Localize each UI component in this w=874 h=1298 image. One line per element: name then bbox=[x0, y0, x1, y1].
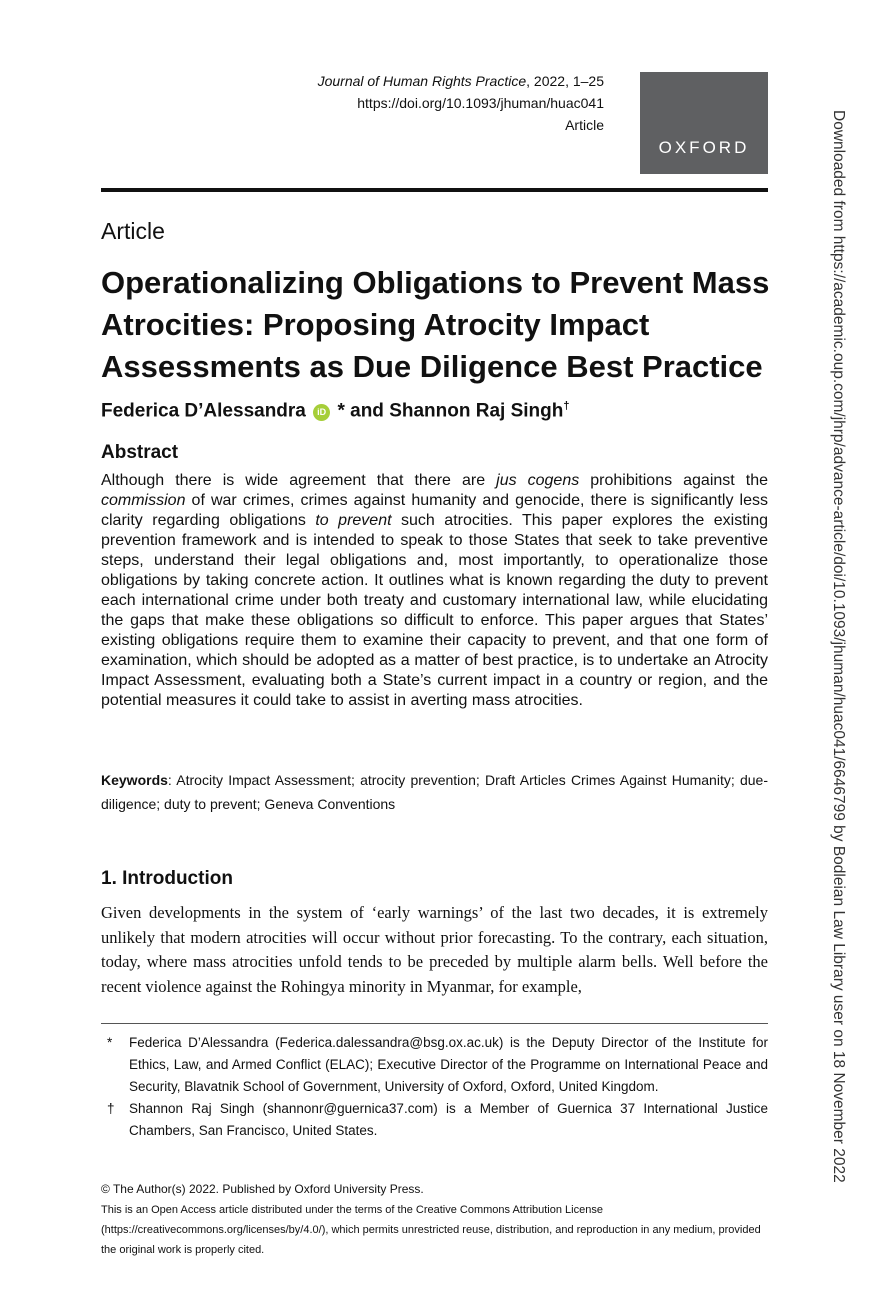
download-watermark bbox=[825, 110, 855, 1220]
footnote-mark: * bbox=[107, 1035, 113, 1050]
orcid-icon[interactable]: iD bbox=[313, 404, 330, 421]
footnote bbox=[101, 1032, 768, 1098]
author-connector: and bbox=[350, 400, 384, 422]
abstract-heading: Abstract bbox=[101, 442, 179, 463]
footnote-text: Federica D’Alessandra (Federica.dalessandra@bsg.ox.ac.uk) is the Deputy Director of the Institute for Ethics, Law, and Armed Conflict (ELAC); Executive Director of the Programme on International Peace and Security, Blavatnik School of Government, University of Oxford, Oxford, United Kingdom. bbox=[129, 1035, 768, 1094]
article-type: Article bbox=[565, 117, 604, 133]
footnote-mark: † bbox=[563, 400, 570, 412]
author-name[interactable]: Federica D’Alessandra bbox=[101, 400, 306, 422]
keywords-list: : Atrocity Impact Assessment; atrocity prevention; Draft Articles Crimes Against Humanity; due-diligence; duty to prevent; Geneva Conventions bbox=[101, 772, 768, 812]
section-heading: 1. Introduction bbox=[101, 868, 233, 889]
author-name[interactable]: Shannon Raj Singh bbox=[389, 400, 564, 422]
author-line bbox=[101, 400, 569, 422]
abstract-text: Although there is wide agreement that there are jus cogens prohibitions against the commission of war crimes, crimes against humanity and genocide, there is significantly less clarity regarding obligations to prevent such atrocities. This paper explores the existing prevention framework and is intended to speak to those States that seek to take preventive steps, understand their legal obligations and, most importantly, to operationalize those obligations by taking concrete action. It outlines what is known regarding the duty to prevent each international crime under both treaty and customary international law, while elucidating the gaps that make these obligations so difficult to enforce. This paper argues that States’ existing obligations require them to examine their capacity to prevent, and that one form of examination, which should be adopted as a matter of best practice, is to undertake an Atrocity Impact Assessment, evaluating both a State’s current impact in a country or region, and the potential measures it could take to assist in averting mass atrocities. bbox=[101, 472, 769, 709]
header-divider bbox=[101, 188, 768, 192]
journal-year-pages: , 2022, 1–25 bbox=[526, 73, 604, 89]
article-label: Article bbox=[101, 218, 165, 244]
keywords-label: Keywords bbox=[101, 772, 168, 788]
journal-header bbox=[318, 70, 604, 136]
footnote-divider bbox=[101, 1023, 768, 1024]
footnote bbox=[101, 1098, 768, 1142]
article-title: Operationalizing Obligations to Prevent Mass Atrocities: Proposing Atrocity Impact Assessments as Due Diligence Best Practice bbox=[101, 265, 770, 384]
download-note-text: Downloaded from https://academic.oup.com/jhrp/advance-article/doi/10.1093/jhuman/huac041/6646799 by Bodleian Law Library user on 18 November 2022 bbox=[830, 110, 847, 1183]
license-notice: This is an Open Access article distributed under the terms of the Creative Commons Attribution License (https://creativecommons.org/licenses/by/4.0/), which permits unrestricted reuse, distribution, and reproduction in any medium, provided the original work is properly cited. bbox=[101, 1204, 761, 1256]
oxford-logo: OXFORD bbox=[640, 72, 768, 174]
keywords bbox=[101, 768, 768, 816]
footnote-mark: * bbox=[337, 400, 345, 422]
footnote-mark: † bbox=[107, 1101, 115, 1116]
doi-link[interactable]: https://doi.org/10.1093/jhuman/huac041 bbox=[357, 95, 604, 111]
section-paragraph: Given developments in the system of ‘early warnings’ of the last two decades, it is extremely unlikely that modern atrocities will occur without prior forecasting. To the contrary, each situation, today, where mass atrocities unfold tends to be preceded by multiple alarm bells. Well before the recent violence against the Rohingya minority in Myanmar, for example, bbox=[101, 903, 768, 996]
footnote-text: Shannon Raj Singh (shannonr@guernica37.com) is a Member of Guernica 37 International Justice Chambers, San Francisco, United States. bbox=[129, 1101, 768, 1138]
copyright-notice: © The Author(s) 2022. Published by Oxford University Press. bbox=[101, 1182, 424, 1196]
journal-name: Journal of Human Rights Practice bbox=[317, 73, 527, 89]
